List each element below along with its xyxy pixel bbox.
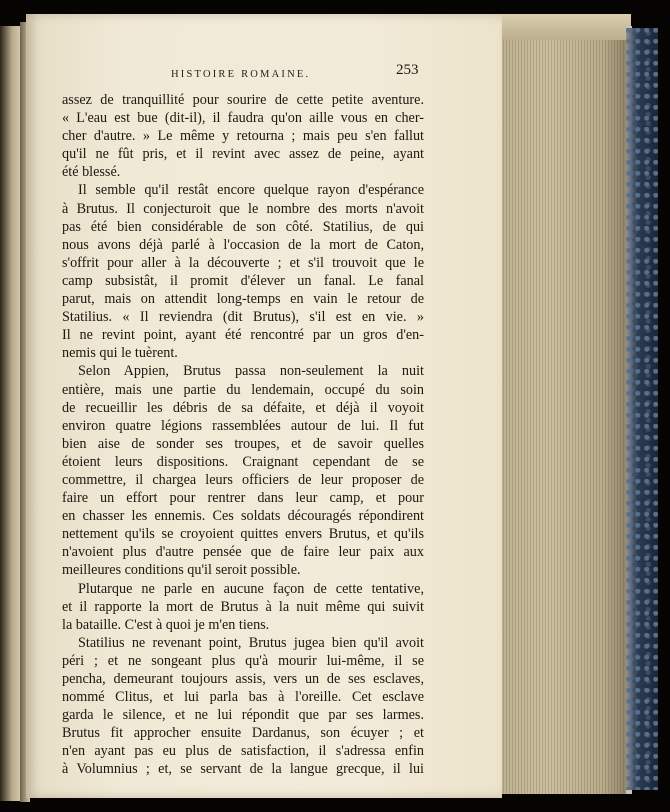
text-line: nettement qu'ils se croyoient quittes envers Brutus, et qu'ils [62, 526, 424, 543]
text-line: nous avons déjà parlé à l'occasion de la mort de Caton, [62, 236, 424, 253]
text-line: Il semble qu'il restât encore quelque rayon d'espérance [78, 182, 424, 199]
page-block-edges [497, 14, 629, 794]
text-line: Statilius ne revenant point, Brutus jugea bien qu'il avoit [78, 634, 424, 651]
text-line: Brutus fit approcher ensuite Dardanus, son écuyer ; et [62, 725, 424, 742]
text-line: Statilius. « Il reviendra (dit Brutus), s'il est en vie. » [62, 309, 424, 326]
text-line: s'offrit pour aller à la découverte ; et s'il trouvoit que le [62, 254, 424, 271]
text-line: assez de tranquillité pour sourire de cette petite aventure. [62, 92, 424, 108]
text-line: « L'eau est bue (dit-il), il faudra qu'on aille vous en cher- [62, 110, 424, 127]
text-line: n'en ayant pas eu plus de satisfaction, il s'adressa enfin [62, 743, 424, 760]
text-line: Selon Appien, Brutus passa non-seulement la nuit [78, 363, 424, 380]
text-line: entière, mais une partie du lendemain, occupé du soin [62, 381, 424, 398]
text-line: Il ne revint point, ayant été rencontré par un gros d'en- [62, 327, 424, 344]
text-line: péri ; et ne songeant plus qu'à mourir lui-même, il se [62, 652, 424, 669]
text-line: meilleures conditions qu'il seroit possible. [62, 562, 301, 579]
text-line: cher d'autre. » Le même y retourna ; mais peu s'en fallut [62, 128, 424, 145]
text-line: pas été bien considérable de son côté. Statilius, de qui [62, 218, 424, 235]
facing-page-edge [0, 26, 22, 801]
book-page [26, 14, 502, 798]
text-line: commettre, il chargea leurs officiers de leur proposer de [62, 471, 424, 488]
running-head: HISTOIRE ROMAINE. [171, 69, 311, 80]
page-number: 253 [396, 62, 419, 78]
text-line: à Brutus. Il conjecturoit que le nombre des morts n'avoit [62, 200, 424, 217]
text-line: la bataille. C'est à quoi je m'en tiens. [62, 616, 270, 633]
text-line: nemis qui le tuèrent. [62, 345, 178, 362]
text-line: pencha, demeurant toujours assis, vers un de ses esclaves, [62, 671, 424, 687]
text-line: étoient leurs dispositions. Craignant cependant de se [62, 453, 424, 470]
text-line: et il rapporte la mort de Brutus à la nuit même qui suivit [62, 598, 424, 615]
text-line: camp subsistât, il promit d'élever un fanal. Le fanal [62, 272, 424, 289]
text-line: garda le silence, et ne lui répondit que par ses larmes. [62, 707, 424, 724]
text-line: n'avoient plus d'autre pensée que de faire leur paix aux [62, 544, 424, 561]
page-block-top [497, 14, 631, 40]
text-line: faire un effort pour rentrer dans leur camp, et pour [62, 490, 424, 507]
body-text [62, 91, 424, 779]
text-line: bien aise de sonder ses troupes, et de savoir quelles [62, 435, 424, 452]
text-line: à Volumnius ; et, se servant de la langue grecque, il lui [62, 761, 424, 778]
text-line: de recueillir les débris de sa défaite, et déjà il voyoit [62, 399, 424, 416]
text-line: Plutarque ne parle en aucune façon de cette tentative, [78, 580, 424, 597]
text-line: nommé Clitus, et lui parla bas à l'oreille. Cet esclave [62, 689, 424, 706]
marbled-cover [626, 28, 658, 790]
text-line: qu'il ne fût pris, et il revint avec assez de peine, ayant [62, 146, 424, 163]
text-line: été blessé. [62, 164, 121, 181]
text-line: environ quatre légions rassemblées autour de lui. Il fut [62, 417, 424, 434]
text-line: parut, mais on attendit long-temps en vain le retour de [62, 291, 424, 308]
text-line: en chasser les ennemis. Ces soldats découragés répondirent [62, 508, 424, 525]
